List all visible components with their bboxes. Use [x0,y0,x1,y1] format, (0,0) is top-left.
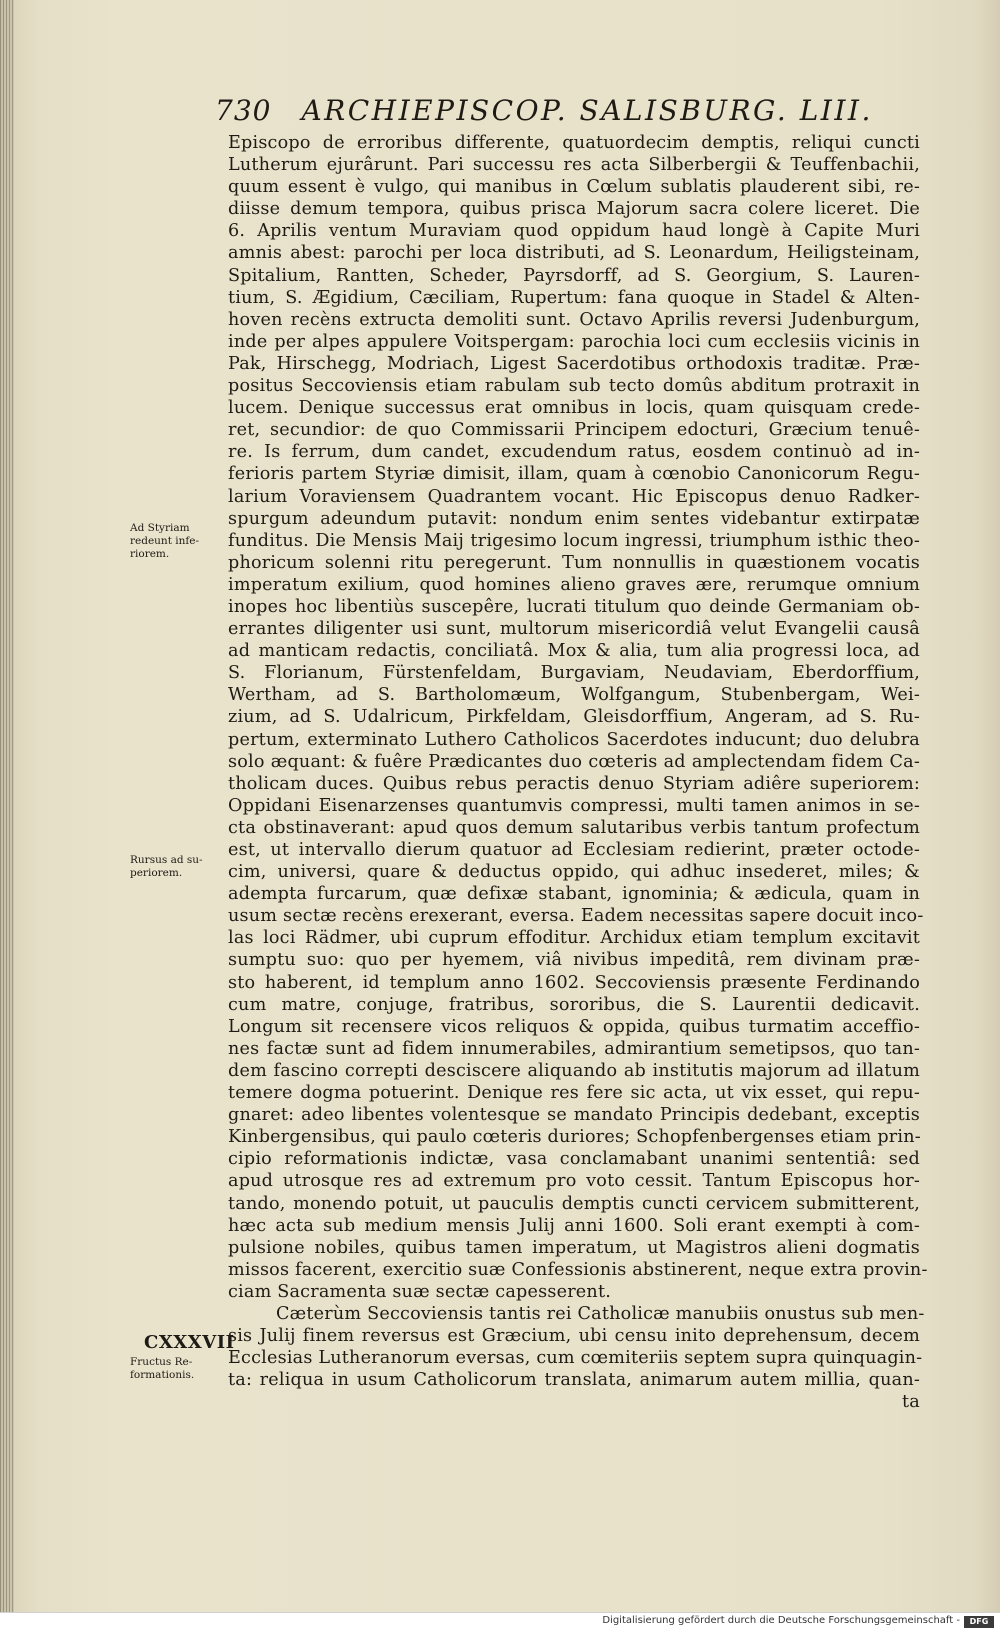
text-line: inopes hoc libentiùs suscepêre, lucrati titulum quo deinde Germaniam ob- [228,596,920,617]
text-line: Oppidani Eisenarzenses quantumvis compressi, multi tamen animos in se- [228,795,920,816]
catchword: ta [902,1392,920,1413]
text-line: cim, universi, quare & deductus oppido, qui adhuc insederet, miles; & [228,862,920,883]
text-line: diisse demum tempora, quibus prisca Majorum sacra colere liceret. Die [228,199,920,220]
text-line: Longum sit recensere vicos reliquos & oppida, quibus turmatim acceffio- [228,1016,920,1037]
text-line: cum matre, conjuge, fratribus, sororibus, die S. Laurentii dedicavit. [228,994,920,1015]
text-line: Ecclesias Lutheranorum eversas, cum cœmiteriis septem supra quinquagin- [228,1348,923,1369]
text-line: ferioris partem Styriæ dimisit, illam, quam à cœnobio Canonicorum Regu- [228,464,920,485]
margin-note: Ad Styriam redeunt infe- riorem. [130,522,200,560]
text-line: Episcopo de erroribus differente, quatuordecim demptis, reliqui cuncti [228,133,920,153]
text-line: gnaret: adeo libentes volentesque se mandato Principis dedebant, exceptis [228,1105,920,1126]
text-line: funditus. Die Mensis Maij trigesimo locum ingressi, triumphum isthic theo- [228,530,920,551]
running-head [215,94,915,127]
text-line: cta obstinaverant: apud quos demum salutaribus verbis tantum profectum [228,817,920,838]
text-line: larium Voraviensem Quadrantem vocant. Hic Episcopus denuo Radker- [228,486,920,507]
text-line: nes factæ sunt ad fidem innumerabiles, admirantium semetipsos, quo tan- [228,1038,920,1059]
text-line: inde per alpes appulere Voitspergam: parochia loci cum ecclesiis vicinis in [228,331,920,352]
text-line: quum essent è vulgo, qui manibus in Cœlum sublatis plauderent sibi, re- [228,177,920,198]
text-line: spurgum adeundum putavit: nondum enim sentes videbantur extirpatæ [228,508,920,529]
text-line: re. Is ferrum, dum candet, excudendum ratus, eosdem continuò ad in- [228,442,920,463]
page-title: ARCHIEPISCOP. SALISBURG. LIII. [301,94,873,127]
text-line: ad manticam redactis, conciliatâ. Mox & alia, tum alia progressi loca, ad [228,641,920,662]
text-line: cipio reformationis indictæ, vasa conclamabant unanimi sententiâ: sed [228,1149,920,1170]
funding-credit: Digitalisierung gefördert durch die Deutsche Forschungsgemeinschaft - [602,1615,960,1626]
text-line: hæc acta sub medium mensis Julij anni 1600. Soli erant exempti à com- [228,1215,920,1236]
text-line: Kinbergensibus, qui paulo cœteris duriores; Schopfenbergenses etiam prin- [228,1127,921,1148]
text-line: tium, S. Ægidium, Cæciliam, Rupertum: fana quoque in Stadel & Alten- [228,287,920,308]
text-line: positus Seccoviensis etiam rabulam sub tecto domûs abditum protraxit in [228,376,920,397]
text-line: las loci Rädmer, ubi cuprum effoditur. Archidux etiam templum excitavit [228,928,920,949]
text-line: ret, secundior: de quo Commissarii Principem edocturi, Græcium tenuê- [228,420,920,441]
text-line: adempta furcarum, quæ defixæ stabant, ignominia; & ædicula, quam in [228,884,920,905]
text-line: amnis abest: parochi per loca distributi, ad S. Leonardum, Heiligsteinam, [228,243,920,264]
text-line: lucem. Denique successus erat omnibus in locis, quam quisquam crede- [228,398,920,419]
text-line: 6. Aprilis ventum Muraviam quod oppidum haud longè à Capite Muri [228,221,920,242]
text-line: pulsione nobiles, quibus tamen imperatum, ut Magistros alieni dogmatis [228,1237,920,1258]
text-line: solo æquant: & fuêre Prædicantes duo cœteris ad amplectendam fidem Ca- [228,751,920,772]
margin-note: Fructus Re- formationis. [130,1356,195,1381]
footer-bar [0,1612,1000,1631]
text-line: Wertham, ad S. Bartholomæum, Wolfgangum, Stubenbergam, Wei- [228,685,920,706]
text-line: tando, monendo potuit, ut pauculis demptis cuncti cervicem submitterent, [228,1193,920,1214]
text-line: ta: reliqua in usum Catholicorum translata, animarum autem millia, quan- [228,1370,920,1391]
text-line: zium, ad S. Udalricum, Pirkfeldam, Gleisdorffium, Angeram, ad S. Ru- [228,707,920,728]
dfg-logo: DFG [964,1616,994,1628]
text-line: Spitalium, Rantten, Scheder, Payrsdorff, ad S. Georgium, S. Lauren- [228,265,920,286]
book-gutter [0,0,14,1612]
text-line: sto haberent, id templum anno 1602. Seccoviensis præsente Ferdinando [228,972,920,993]
text-line: ciam Sacramenta suæ sectæ capesserent. [228,1281,612,1302]
text-line: hoven recèns extructa demoliti sunt. Octavo Aprilis reversi Judenburgum, [228,309,920,330]
text-line: Lutherum ejurârunt. Pari successu res acta Silberbergii & Teuffenbachii, [228,155,920,176]
body-text [228,132,928,1413]
text-line: sumptu suo: quo per hyemem, viâ nivibus impeditâ, rem divinam præ- [228,950,920,971]
text-line: est, ut intervallo dierum quatuor ad Ecclesiam redierint, præter octode- [228,840,920,860]
text-line: phoricum solenni ritu peregerunt. Tum nonnullis in quæstionem vocatis [228,552,920,573]
text-line: dem fascino correpti desciscere aliquando ab institutis majorum ad illatum [228,1060,920,1081]
text-line: S. Florianum, Fürstenfeldam, Burgaviam, Neudaviam, Eberdorffium, [228,663,920,684]
text-line: missos facerent, exercitio suæ Confessionis abstinerent, neque extra provin- [228,1259,928,1280]
text-line: temere dogma potuerint. Denique res fere sic acta, ut vix esset, qui repu- [228,1083,920,1104]
text-line: tholicam duces. Quibus rebus peractis denuo Styriam adiêre superiorem: [228,773,920,794]
margin-note: Rursus ad su- periorem. [130,854,203,879]
page-number: 730 [215,94,272,127]
text-line: usum sectæ recèns erexerant, eversa. Eadem necessitas sapere docuit inco- [228,906,924,927]
text-line: errantes diligenter usi sunt, multorum misericordiâ velut Evangelii causâ [228,619,920,640]
text-line: Cæterùm Seccoviensis tantis rei Catholicæ manubiis onustus sub men- [276,1303,925,1324]
text-line: imperatum exilium, quod homines alieno graves ære, rerumque omnium [228,574,920,595]
section-number: CXXXVII [144,1332,235,1353]
book-page [118,88,928,1588]
text-line: sis Julij finem reversus est Græcium, ubi censu inito deprehensum, decem [228,1326,920,1347]
text-line: apud utrosque res ad extremum pro voto cessit. Tantum Episcopus hor- [228,1171,920,1192]
text-line: Pak, Hirschegg, Modriach, Ligest Sacerdotibus orthodoxis traditæ. Præ- [228,353,920,374]
text-line: pertum, exterminato Luthero Catholicos Sacerdotes inducunt; duo delubra [228,729,920,750]
